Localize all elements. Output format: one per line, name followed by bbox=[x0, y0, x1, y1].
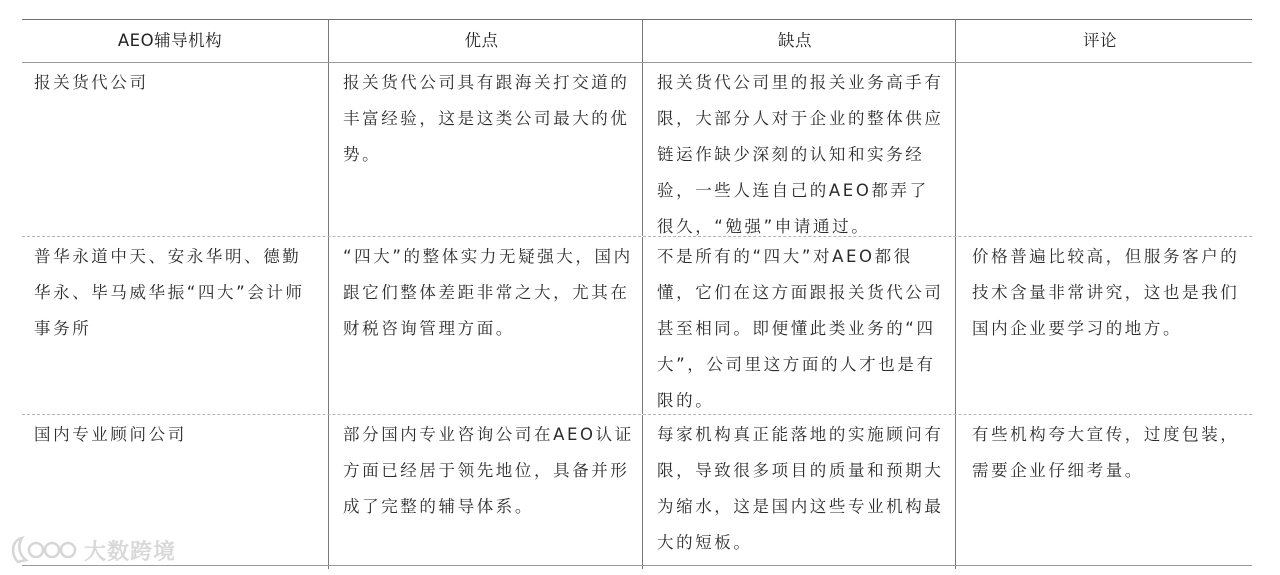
org-cell: 普华永道中天、安永华明、德勤华永、毕马威华振“四大”会计师事务所 bbox=[34, 247, 305, 338]
header-cell-org: AEO辅导机构 bbox=[117, 31, 223, 50]
table-row bbox=[22, 236, 1252, 414]
table-row bbox=[22, 414, 1252, 569]
header-cell-pros: 优点 bbox=[328, 20, 642, 62]
comment-cell: 价格普遍比较高，但服务客户的技术含量非常讲究，这也是我们国内企业要学习的地方。 bbox=[955, 237, 1252, 414]
header-cell-cons: 缺点 bbox=[642, 20, 955, 62]
org-cell: 报关货代公司 bbox=[34, 73, 149, 92]
header-cell-comment: 评论 bbox=[955, 20, 1252, 62]
pros-cell: 部分国内专业咨询公司在AEO认证方面已经居于领先地位，具备并形成了完整的辅导体系。 bbox=[328, 415, 642, 569]
pros-cell: “四大”的整体实力无疑强大，国内跟它们整体差距非常之大，尤其在财税咨询管理方面。 bbox=[328, 237, 642, 414]
comment-cell bbox=[955, 63, 1252, 236]
comment-cell: 有些机构夸大宣传，过度包装，需要企业仔细考量。 bbox=[955, 415, 1252, 569]
table-row bbox=[22, 63, 1252, 236]
cons-cell: 不是所有的“四大”对AEO都很懂，它们在这方面跟报关货代公司甚至相同。即便懂此类业务的“四大”，公司里这方面的人才也是有限的。 bbox=[642, 237, 955, 414]
watermark-text: 大数跨境 bbox=[84, 539, 177, 565]
org-cell: 国内专业顾问公司 bbox=[34, 425, 187, 444]
watermark bbox=[8, 532, 176, 568]
table-header-row bbox=[22, 20, 1252, 63]
aeo-comparison-table bbox=[22, 19, 1252, 569]
logo-icon bbox=[8, 532, 78, 568]
table-bottom-rule bbox=[22, 565, 1252, 566]
pros-cell: 报关货代公司具有跟海关打交道的丰富经验，这是这类公司最大的优势。 bbox=[328, 63, 642, 236]
cons-cell: 报关货代公司里的报关业务高手有限，大部分人对于企业的整体供应链运作缺少深刻的认知和实务经验，一些人连自己的AEO都弄了很久，“勉强”申请通过。 bbox=[642, 63, 955, 236]
cons-cell: 每家机构真正能落地的实施顾问有限，导致很多项目的质量和预期大为缩水，这是国内这些专业机构最大的短板。 bbox=[642, 415, 955, 569]
